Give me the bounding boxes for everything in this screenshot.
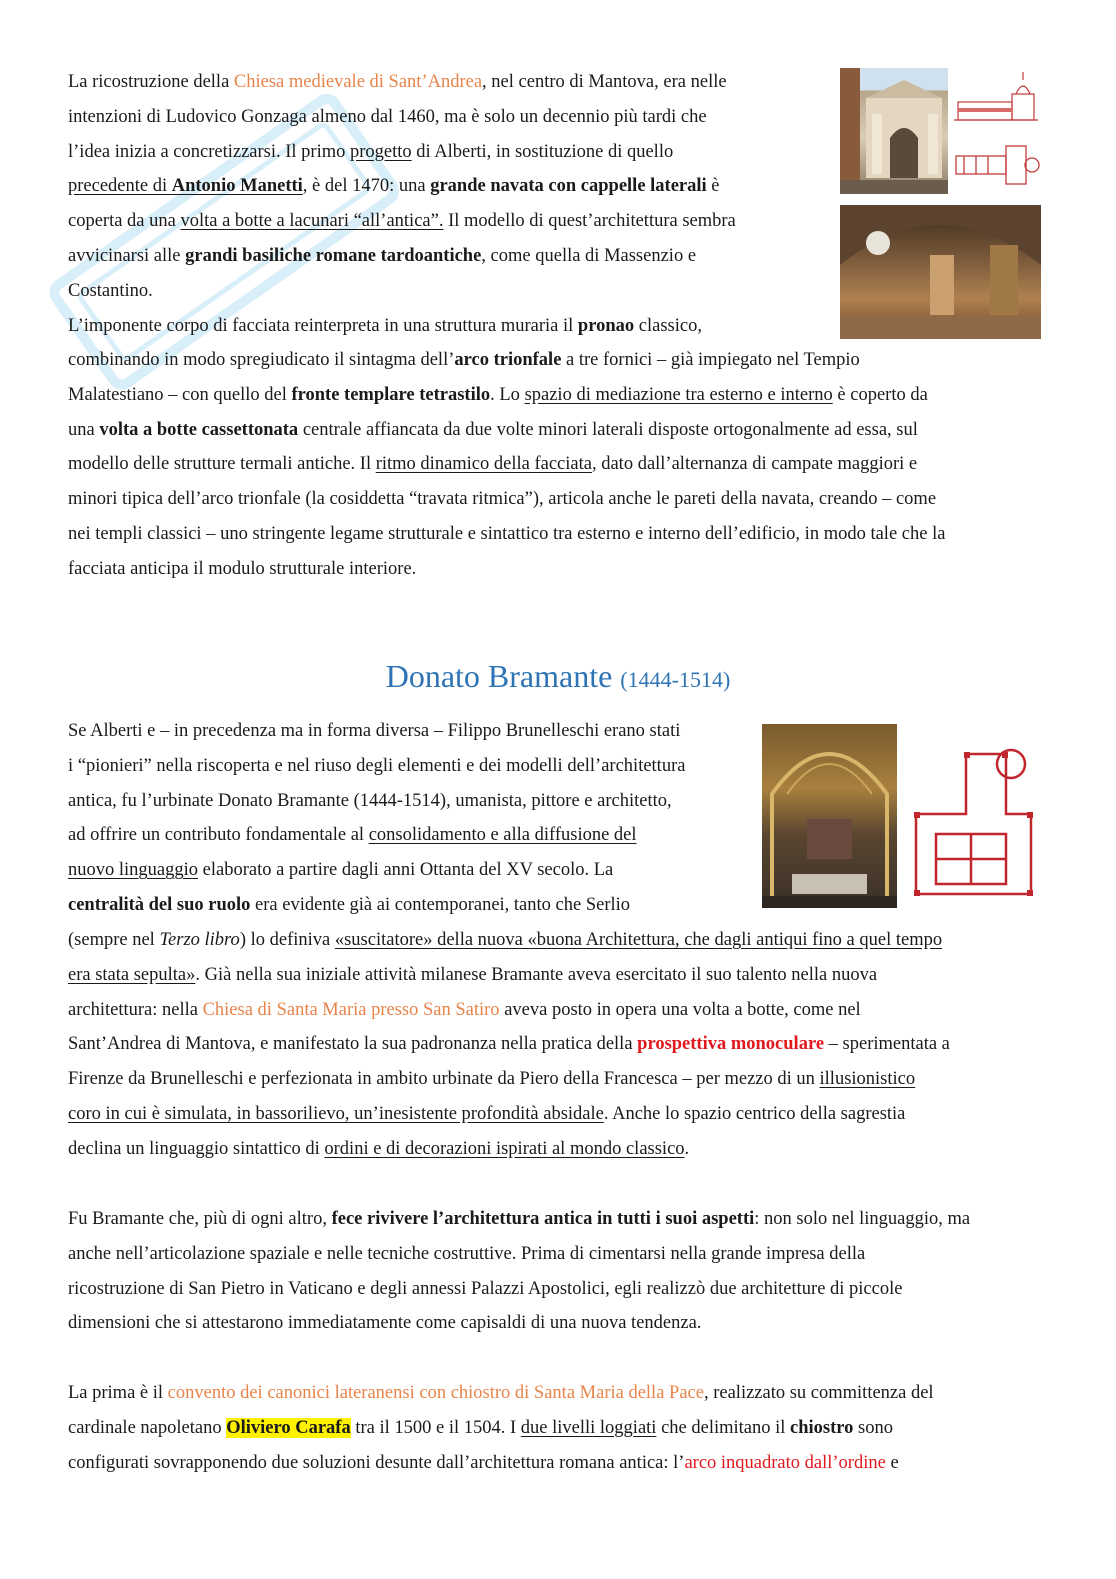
- bramante-paragraph-2: [68, 1202, 1058, 1341]
- text-line: Sant’Andrea di Mantova, e manifestato la sua padronanza nella pratica della prospettiva monoculare – sperimentata a: [68, 1034, 950, 1055]
- text-line: Fu Bramante che, più di ogni altro, fece rivivere l’architettura antica in tutti i suoi aspetti: non solo nel linguaggio, ma: [68, 1209, 971, 1229]
- sant-andrea-plan-drawing: [952, 134, 1040, 194]
- text-line: una volta a botte cassettonata centrale affiancata da due volte minori laterali disposte ortogonalmente ad essa, sul: [68, 419, 918, 440]
- text-line: Costantino.: [68, 280, 153, 301]
- text-line: intenzioni di Ludovico Gonzaga almeno dal 1460, ma è solo un decennio più tardi che: [68, 106, 707, 127]
- text-line: architettura: nella Chiesa di Santa Maria presso San Satiro aveva posto in opera una volta a botte, come nel: [68, 999, 861, 1020]
- text-line: ricostruzione di San Pietro in Vaticano e degli annessi Palazzi Apostolici, egli realizzò due architetture di piccole: [68, 1278, 903, 1299]
- text-line: i “pionieri” nella riscoperta e nel riuso degli elementi e dei modelli dell’architettura: [68, 755, 686, 776]
- san-satiro-plan-drawing: [906, 724, 1041, 908]
- text-line: antica, fu l’urbinate Donato Bramante (1444-1514), umanista, pittore e architetto,: [68, 790, 672, 811]
- text-line: combinando in modo spregiudicato il sintagma dell’arco trionfale a tre fornici – già impiegato nel Tempio: [68, 350, 860, 370]
- text-line: Firenze da Brunelleschi e perfezionata in ambito urbinate da Piero della Francesca – per mezzo di un illusionistico: [68, 1069, 916, 1090]
- text-line: La prima è il convento dei canonici lateranensi con chiostro di Santa Maria della Pace, realizzato su committenza del: [68, 1383, 934, 1403]
- text-line: anche nell’articolazione spaziale e nelle tecniche costruttive. Prima di cimentarsi nella grande impresa della: [68, 1243, 866, 1264]
- text-line: cardinale napoletano Oliviero Carafa tra il 1500 e il 1504. I due livelli loggiati che delimitano il chiostro sono: [68, 1417, 893, 1438]
- text-line: declina un linguaggio sintattico di ordini e di decorazioni ispirati al mondo classico.: [68, 1138, 690, 1159]
- sant-andrea-text-part1: [68, 65, 828, 343]
- text-line: coperta da una volta a botte a lacunari “all’antica”. Il modello di quest’architettura sembra: [68, 211, 736, 232]
- text-line: modello delle strutture termali antiche. Il ritmo dinamico della facciata, dato dall’alternanza di campate maggiori e: [68, 454, 918, 475]
- link-san-satiro[interactable]: Chiesa di Santa Maria presso San Satiro: [202, 999, 500, 1020]
- link-sant-andrea[interactable]: Chiesa medievale di Sant’Andrea: [233, 72, 483, 92]
- text-line: era stata sepulta». Già nella sua iniziale attività milanese Bramante aveva esercitato il suo talento nella nuova: [68, 964, 878, 985]
- bramante-text-body: [68, 923, 1058, 1167]
- text-line: precedente di Antonio Manetti, è del 1470: una grande navata con cappelle laterali è: [68, 176, 720, 197]
- sant-andrea-section-drawing: [952, 68, 1040, 128]
- text-line: (sempre nel Terzo libro) lo definiva «suscitatore» della nuova «buona Architettura, che dagli antiqui fino a quel tempo: [68, 930, 943, 950]
- san-satiro-interior-photo: [762, 724, 897, 908]
- text-line: coro in cui è simulata, in bassorilievo, un’inesistente profondità absidale. Anche lo spazio centrico della sagrestia: [68, 1103, 906, 1124]
- text-line: Malatestiano – con quello del fronte templare tetrastilo. Lo spazio di mediazione tra esterno e interno è coperto da: [68, 384, 928, 405]
- sant-andrea-interior-photo: [840, 205, 1041, 339]
- text-line: nei templi classici – uno stringente legame strutturale e sintattico tra esterno e interno dell’edificio, in modo tale che la: [68, 523, 946, 544]
- sant-andrea-text-part2: [68, 343, 1058, 587]
- text-line: minori tipica dell’arco trionfale (la cosiddetta “travata ritmica”), articola anche le pareti della navata, creando – come: [68, 489, 937, 510]
- text-line: configurati sovrapponendo due soluzioni desunte dall’architettura romana antica: l’arco inquadrato dall’ordine e: [68, 1452, 899, 1473]
- text-line: facciata anticipa il modulo strutturale interiore.: [68, 558, 417, 579]
- text-line: avvicinarsi alle grandi basiliche romane tardoantiche, come quella di Massenzio e: [68, 245, 697, 266]
- section-heading-bramante: Donato Bramante (1444-1514): [385, 658, 731, 694]
- highlight-carafa: Oliviero Carafa: [226, 1417, 351, 1438]
- text-line: L’imponente corpo di facciata reinterpreta in una struttura muraria il pronao classico,: [68, 315, 702, 336]
- text-line: La ricostruzione della Chiesa medievale di Sant’Andrea, nel centro di Mantova, era nelle: [68, 72, 727, 92]
- text-line: ad offrire un contributo fondamentale al consolidamento e alla diffusione del: [68, 825, 637, 846]
- text-line: nuovo linguaggio elaborato a partire dagli anni Ottanta del XV secolo. La: [68, 860, 614, 881]
- bramante-paragraph-3: [68, 1376, 1058, 1480]
- text-line: Se Alberti e – in precedenza ma in forma diversa – Filippo Brunelleschi erano stati: [68, 721, 681, 741]
- link-santa-maria-della-pace[interactable]: convento dei canonici lateranensi con chiostro di Santa Maria della Pace: [167, 1383, 704, 1403]
- text-line: centralità del suo ruolo era evidente già ai contemporanei, tanto che Serlio: [68, 894, 631, 915]
- text-line: l’idea inizia a concretizzarsi. Il primo progetto di Alberti, in sostituzione di quello: [68, 141, 674, 162]
- bramante-text-intro: [68, 714, 758, 923]
- text-line: dimensioni che si attestarono immediatamente come capisaldi di una nuova tendenza.: [68, 1313, 702, 1334]
- sant-andrea-facade-photo: [840, 68, 948, 194]
